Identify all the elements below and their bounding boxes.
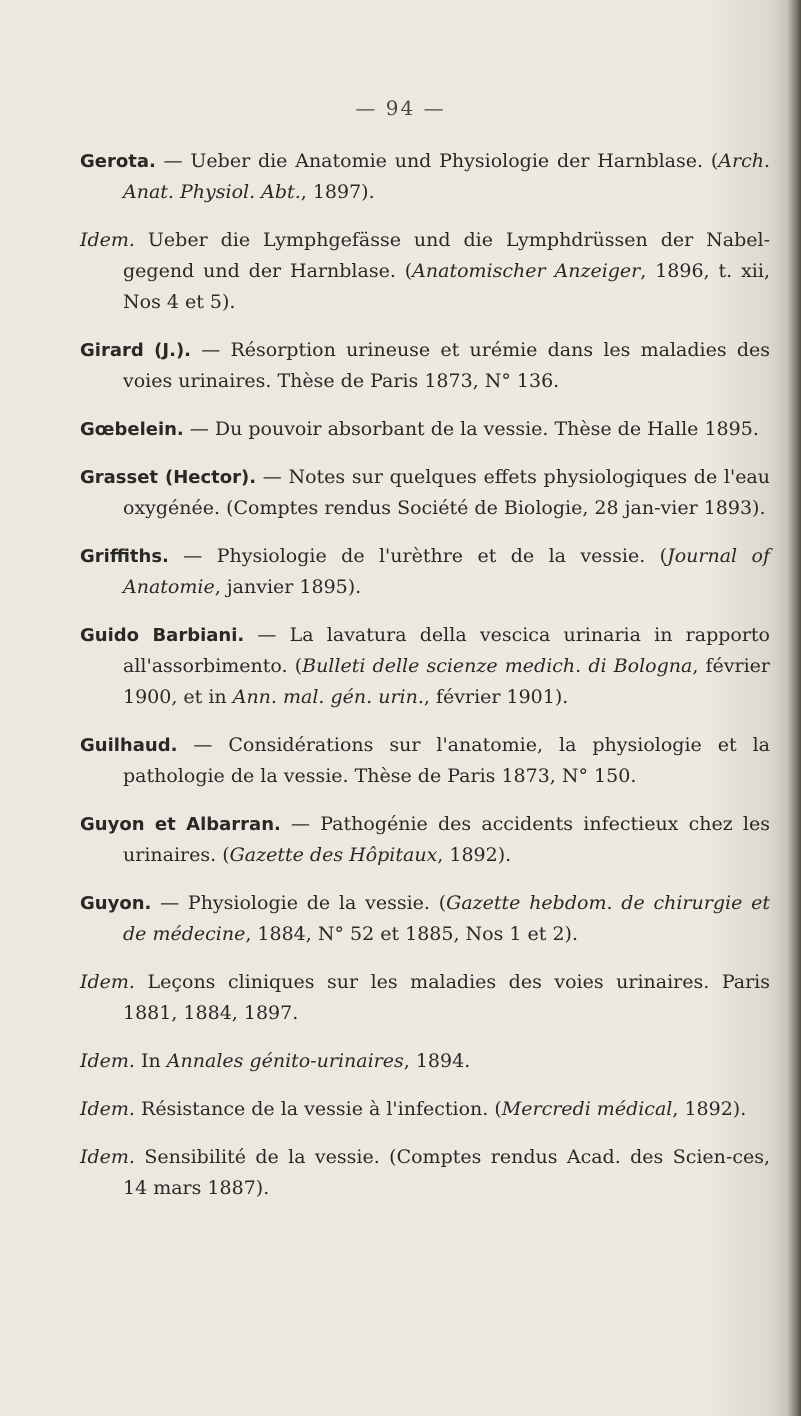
entry-text: Leçons cliniques sur les maladies des voies urinaires. Paris 1881, 1884, 1897. <box>123 971 770 1024</box>
entry-text: — Physiologie de la vessie. ( <box>151 892 447 914</box>
entry-journal: Arch. Anat. Physiol. Abt. <box>123 150 770 203</box>
bibliography-entry <box>80 335 770 397</box>
entry-journal: Bulleti delle scienze medich. di Bologna <box>302 655 693 677</box>
bibliography-list <box>80 146 770 1221</box>
entry-author: Idem. <box>80 1146 135 1168</box>
entry-author: Gœbelein. <box>80 419 184 440</box>
entry-journal: Anatomischer Anzeiger <box>412 260 641 282</box>
bibliography-entry <box>80 462 770 524</box>
entry-author: Grasset (Hector). <box>80 467 257 488</box>
bibliography-entry <box>80 146 770 208</box>
entry-text-end: , février 1901). <box>423 686 569 708</box>
bibliography-entry <box>80 1046 770 1077</box>
entry-author: Idem. <box>80 1050 135 1072</box>
entry-author: Idem. <box>80 971 135 993</box>
entry-text: — La lavatura della vescica urinaria in rapporto all'assorbimento. ( <box>123 624 770 677</box>
entry-text-mid: , février 1900, et in <box>123 655 770 708</box>
page-edge-shadow <box>787 0 801 1416</box>
page-number: — 94 — <box>355 96 446 120</box>
entry-journal: Gazette hebdom. de chirurgie et de médecine <box>123 892 770 945</box>
bibliography-entry <box>80 414 770 445</box>
entry-author: Guilhaud. <box>80 735 178 756</box>
entry-author: Griffiths. <box>80 546 169 567</box>
entry-text: — Considérations sur l'anatomie, la physiologie et la pathologie de la vessie. Thèse de Paris 1873, N° 150. <box>123 734 770 787</box>
entry-text-end: , janvier 1895). <box>214 576 362 598</box>
entry-author: Guyon. <box>80 893 152 914</box>
entry-text-end: , 1896, t. xii, Nos 4 et 5). <box>123 260 770 313</box>
bibliography-entry <box>80 541 770 603</box>
bibliography-entry <box>80 967 770 1029</box>
bibliography-entry <box>80 730 770 792</box>
entry-author: Idem. <box>80 1098 135 1120</box>
entry-text-end: , 1894. <box>403 1050 471 1072</box>
entry-journal: Journal of Anatomie <box>123 545 771 598</box>
bibliography-entry <box>80 225 770 318</box>
entry-text: — Notes sur quelques effets physiologiques de l'eau oxygénée. (Comptes rendus Société de Biologie, 28 jan-vier 1893). <box>123 466 770 519</box>
entry-text-end: , 1897). <box>300 181 375 203</box>
entry-text: — Du pouvoir absorbant de la vessie. Thèse de Halle 1895. <box>183 418 759 440</box>
entry-text: — Pathogénie des accidents infectieux chez les urinaires. ( <box>123 813 770 866</box>
bibliography-entry <box>80 1142 770 1204</box>
entry-text-end: , 1892). <box>437 844 512 866</box>
entry-journal: Annales génito-urinaires <box>166 1050 404 1072</box>
entry-author: Guyon et Albarran. <box>80 814 281 835</box>
entry-text: In <box>134 1050 167 1072</box>
entry-text: — Ueber die Anatomie und Physiologie der Harnblase. ( <box>155 150 719 172</box>
entry-author: Idem. <box>80 229 135 251</box>
bibliography-entry <box>80 1094 770 1125</box>
entry-text: Sensibilité de la vessie. (Comptes rendus Acad. des Scien-ces, 14 mars 1887). <box>123 1146 770 1199</box>
bibliography-entry <box>80 620 770 713</box>
entry-text-end: , 1892). <box>672 1098 747 1120</box>
entry-journal-2: Ann. mal. gén. urin. <box>232 686 424 708</box>
bibliography-entry <box>80 888 770 950</box>
entry-text-end: , 1884, N° 52 et 1885, Nos 1 et 2). <box>245 923 578 945</box>
entry-text: Résistance de la vessie à l'infection. ( <box>134 1098 502 1120</box>
bibliography-entry <box>80 809 770 871</box>
entry-author: Girard (J.). <box>80 340 192 361</box>
entry-text: — Physiologie de l'urèthre et de la vessie. ( <box>168 545 668 567</box>
entry-text: Ueber die Lymphgefässe und die Lymphdrüssen der Nabel-gegend und der Harnblase. ( <box>123 229 770 282</box>
entry-text: — Résorption urineuse et urémie dans les maladies des voies urinaires. Thèse de Paris 1873, N° 136. <box>123 339 770 392</box>
entry-author: Guido Barbiani. <box>80 625 245 646</box>
entry-journal: Gazette des Hôpitaux <box>229 844 438 866</box>
entry-journal: Mercredi médical <box>501 1098 673 1120</box>
entry-author: Gerota. <box>80 151 156 172</box>
